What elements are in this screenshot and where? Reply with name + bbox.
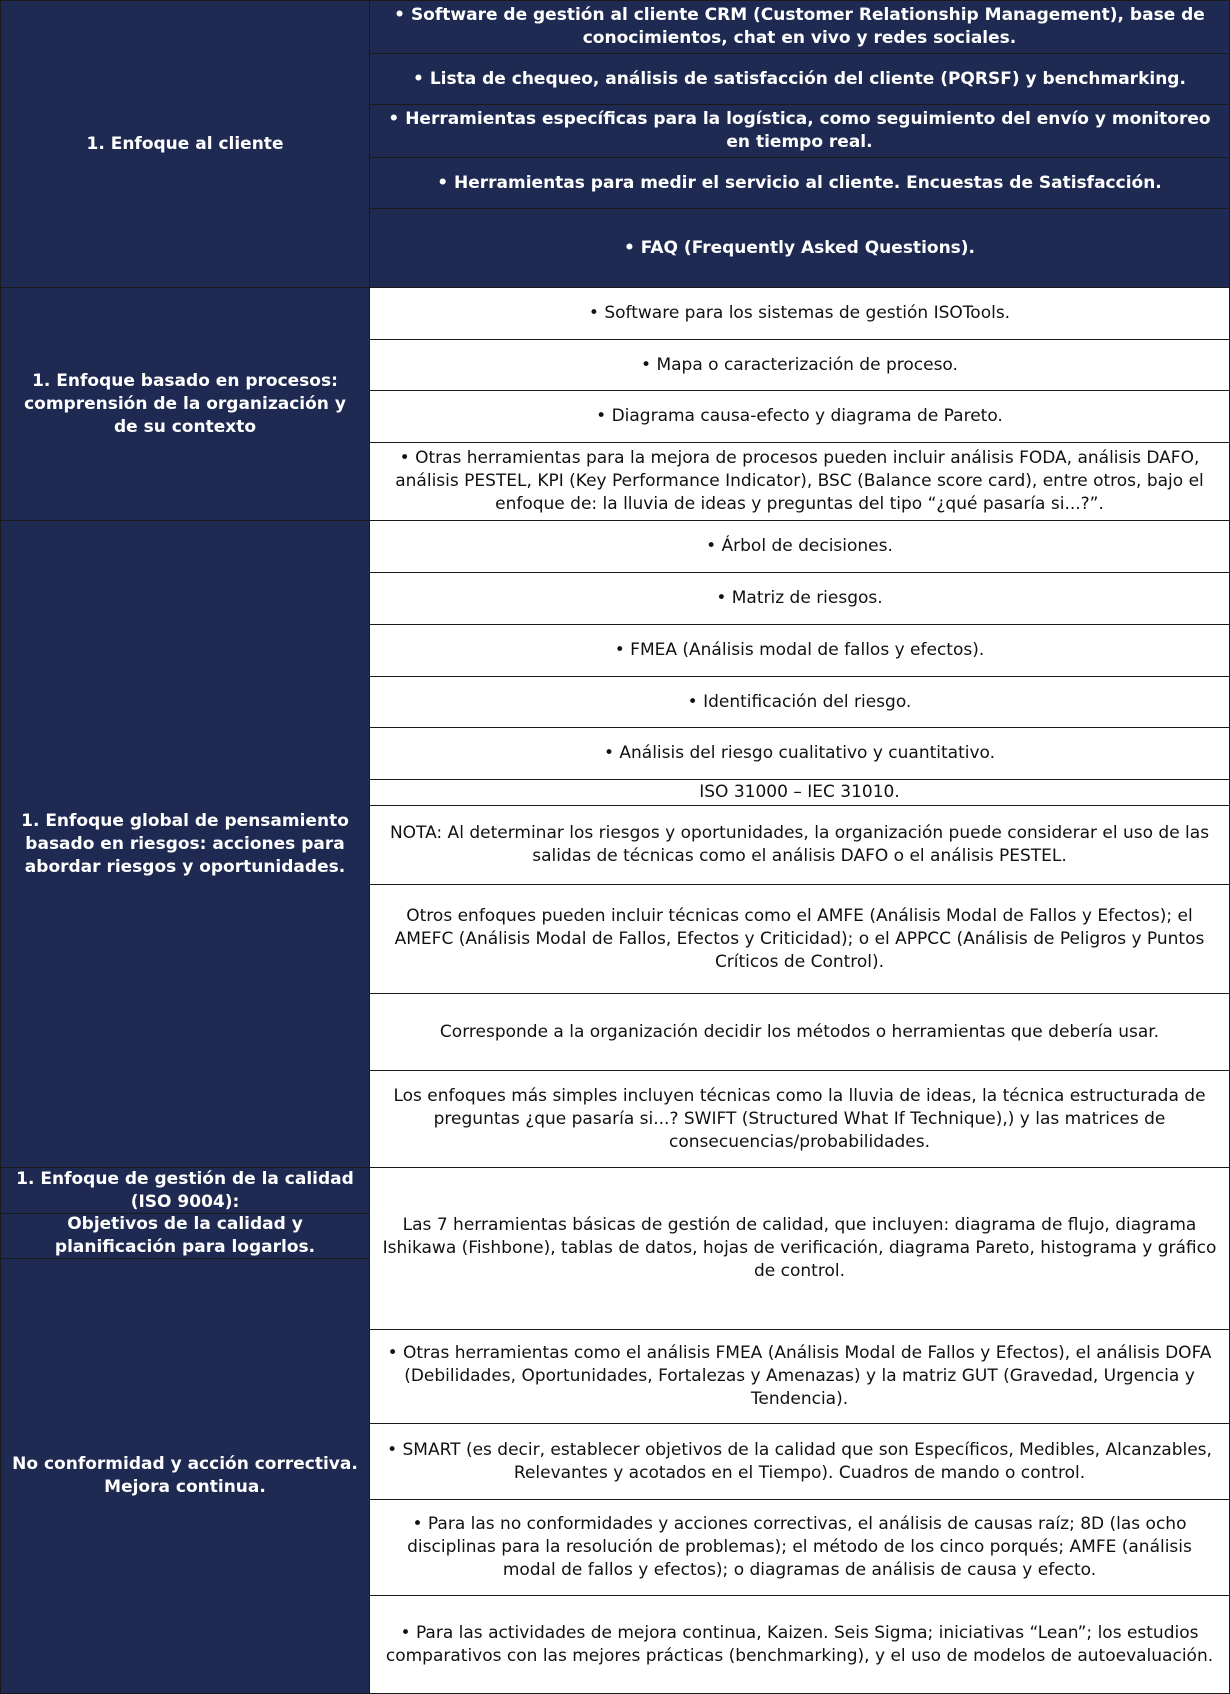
- table-cell: • FMEA (Análisis modal de fallos y efectos).: [369, 624, 1230, 677]
- section-heading-objetivos: Objetivos de la calidad y planificación para logarlos.: [0, 1213, 370, 1259]
- table-cell: • Para las no conformidades y acciones correctivas, el análisis de causas raíz; 8D (las ocho disciplinas para la resolución de problemas); el método de los cinco porqués; AMFE (análisis modal de fallos y efectos); o diagramas de análisis de causa y efecto.: [369, 1499, 1230, 1596]
- table-cell: Otros enfoques pueden incluir técnicas como el AMFE (Análisis Modal de Fallos y Efectos); el AMEFC (Análisis Modal de Fallos, Efectos y Criticidad); o el APPCC (Análisis de Peligros y Puntos Críticos de Control).: [369, 884, 1230, 994]
- table-cell: • Software para los sistemas de gestión ISOTools.: [369, 287, 1230, 340]
- section-heading-calidad: 1. Enfoque de gestión de la calidad (ISO 9004):: [0, 1167, 370, 1214]
- table-cell: • Mapa o caracterización de proceso.: [369, 339, 1230, 391]
- table-cell: • Otras herramientas como el análisis FMEA (Análisis Modal de Fallos y Efectos), el análisis DOFA (Debilidades, Oportunidades, Fortalezas y Amenazas) y la matriz GUT (Gravedad, Urgencia y Tendencia).: [369, 1329, 1230, 1424]
- table-cell: • Análisis del riesgo cualitativo y cuantitativo.: [369, 727, 1230, 780]
- section-heading-cliente: 1. Enfoque al cliente: [0, 0, 370, 288]
- table-cell: • Lista de chequeo, análisis de satisfacción del cliente (PQRSF) y benchmarking.: [369, 53, 1230, 105]
- table-cell: Corresponde a la organización decidir los métodos o herramientas que debería usar.: [369, 993, 1230, 1071]
- table-cell: NOTA: Al determinar los riesgos y oportunidades, la organización puede considerar el uso de las salidas de técnicas como el análisis DAFO o el análisis PESTEL.: [369, 805, 1230, 885]
- table-cell: • Árbol de decisiones.: [369, 520, 1230, 573]
- section-heading-riesgos: 1. Enfoque global de pensamiento basado en riesgos: acciones para abordar riesgos y oportunidades.: [0, 520, 370, 1168]
- table-cell: • Identificación del riesgo.: [369, 676, 1230, 728]
- table-cell: • Para las actividades de mejora continua, Kaizen. Seis Sigma; iniciativas “Lean”; los estudios comparativos con las mejores prácticas (benchmarking), y el uso de modelos de autoevaluación.: [369, 1595, 1230, 1694]
- table-cell: • SMART (es decir, establecer objetivos de la calidad que son Específicos, Medibles, Alcanzables, Relevantes y acotados en el Tiempo). Cuadros de mando o control.: [369, 1423, 1230, 1500]
- table-cell: • Diagrama causa-efecto y diagrama de Pareto.: [369, 390, 1230, 443]
- table-cell: • Matriz de riesgos.: [369, 572, 1230, 625]
- table-cell: • Herramientas específicas para la logística, como seguimiento del envío y monitoreo en tiempo real.: [369, 104, 1230, 158]
- table-cell: Las 7 herramientas básicas de gestión de calidad, que incluyen: diagrama de flujo, diagrama Ishikawa (Fishbone), tablas de datos, hojas de verificación, diagrama Pareto, histograma y gráfico de control.: [369, 1167, 1230, 1330]
- table-cell: • Otras herramientas para la mejora de procesos pueden incluir análisis FODA, análisis DAFO, análisis PESTEL, KPI (Key Performance Indicator), BSC (Balance score card), entre otros, bajo el enfoque de: la lluvia de ideas y preguntas del tipo “¿qué pasaría si...?”.: [369, 442, 1230, 521]
- section-heading-procesos: 1. Enfoque basado en procesos: comprensión de la organización y de su contexto: [0, 287, 370, 521]
- table-cell: ISO 31000 – IEC 31010.: [369, 779, 1230, 806]
- table-cell: • Herramientas para medir el servicio al cliente. Encuestas de Satisfacción.: [369, 157, 1230, 209]
- table-cell: Los enfoques más simples incluyen técnicas como la lluvia de ideas, la técnica estructurada de preguntas ¿que pasaría si...? SWIFT (Structured What If Technique),) y las matrices de consecuencias/probabilidades.: [369, 1070, 1230, 1168]
- table-cell: • FAQ (Frequently Asked Questions).: [369, 208, 1230, 288]
- table-cell: • Software de gestión al cliente CRM (Customer Relationship Management), base de conocimientos, chat en vivo y redes sociales.: [369, 0, 1230, 54]
- section-heading-no-conformidad: No conformidad y acción correctiva. Mejora continua.: [0, 1258, 370, 1694]
